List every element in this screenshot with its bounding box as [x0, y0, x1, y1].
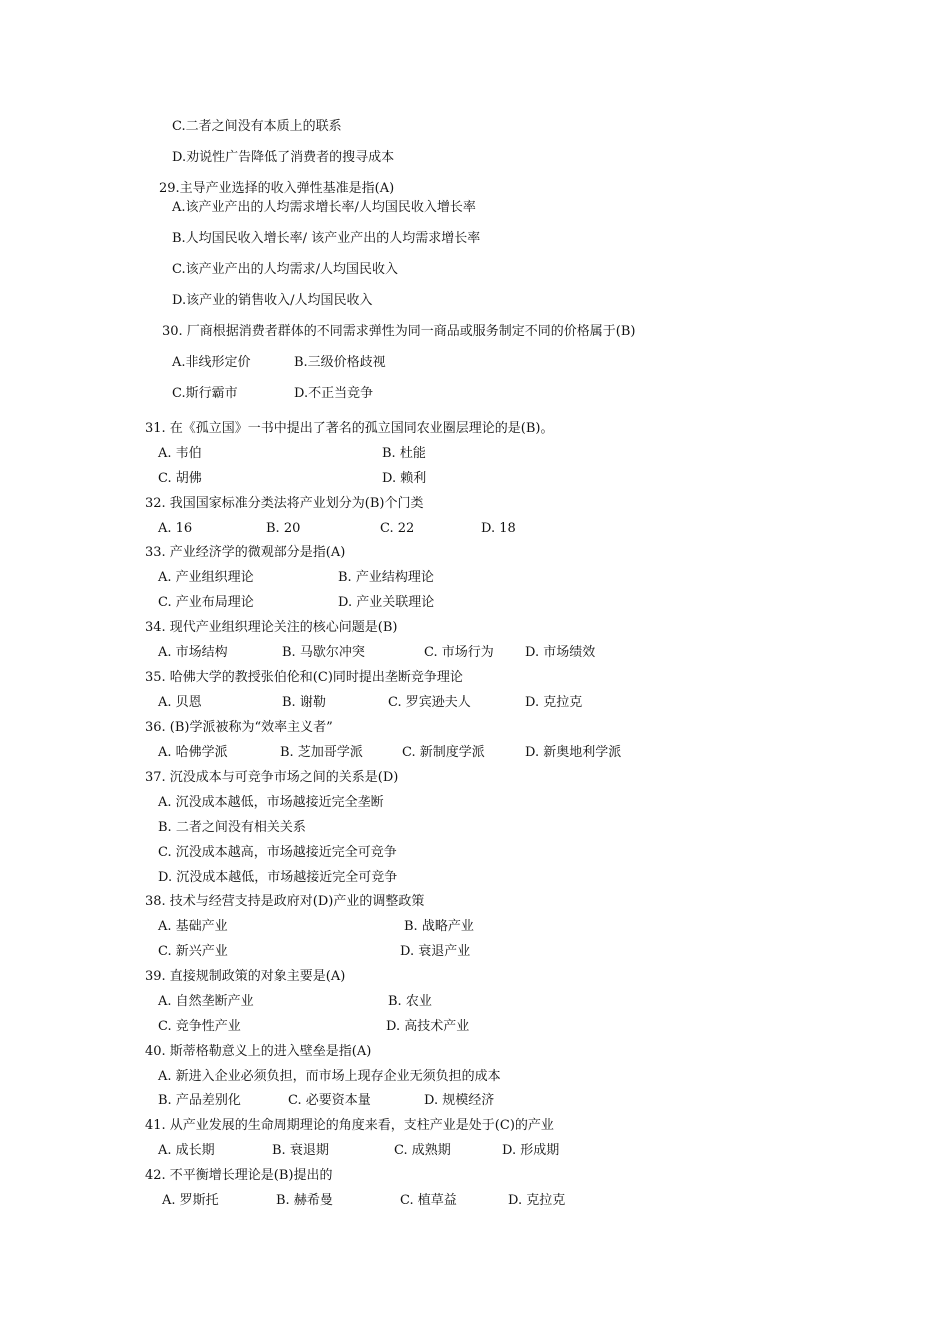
q39-option-a: A. 自然垄断产业 [158, 994, 254, 1009]
q41-stem: 41. 从产业发展的生命周期理论的角度来看，支柱产业是处于(C)的产业 [145, 1118, 554, 1133]
q42-stem: 42. 不平衡增长理论是(B)提出的 [145, 1168, 333, 1183]
q30-stem: 30. 厂商根据消费者群体的不同需求弹性为同一商品或服务制定不同的价格属于(B) [162, 324, 636, 339]
q34-option-d: D. 市场绩效 [525, 645, 596, 660]
q41-option-a: A. 成长期 [158, 1143, 215, 1158]
q42-option-a: A. 罗斯托 [162, 1193, 219, 1208]
q39-option-b: B. 农业 [388, 994, 432, 1009]
q37-stem: 37. 沉没成本与可竞争市场之间的关系是(D) [145, 770, 399, 785]
q32-stem: 32. 我国国家标准分类法将产业划分为(B)个门类 [145, 496, 424, 511]
q39-option-c: C. 竞争性产业 [158, 1019, 241, 1034]
q29-option-a: A.该产业产出的人均需求增长率/人均国民收入增长率 [172, 200, 476, 215]
q33-stem: 33. 产业经济学的微观部分是指(A) [145, 545, 346, 560]
q36-option-d: D. 新奥地利学派 [525, 745, 622, 760]
q32-option-a: A. 16 [158, 521, 193, 536]
q32-option-c: C. 22 [380, 521, 415, 536]
q30-option-c: C.斯行霸市 [172, 386, 238, 401]
q38-option-d: D. 衰退产业 [400, 944, 471, 959]
q42-option-c: C. 植草益 [400, 1193, 457, 1208]
q34-option-c: C. 市场行为 [424, 645, 494, 660]
q29-stem: 29.主导产业选择的收入弹性基准是指(A) [159, 181, 395, 196]
q35-option-c: C. 罗宾逊夫人 [388, 695, 471, 710]
q28-option-d: D.劝说性广告降低了消费者的搜寻成本 [172, 150, 395, 165]
q33-option-d: D. 产业关联理论 [338, 595, 435, 610]
q36-option-a: A. 哈佛学派 [158, 745, 228, 760]
q35-option-d: D. 克拉克 [525, 695, 583, 710]
q40-option-b: B. 产品差别化 [158, 1093, 241, 1108]
q37-option-d: D. 沉没成本越低，市场越接近完全可竞争 [158, 870, 398, 885]
q32-option-b: B. 20 [266, 521, 301, 536]
q29-option-b: B.人均国民收入增长率/ 该产业产出的人均需求增长率 [172, 231, 481, 246]
q31-option-c: C. 胡佛 [158, 471, 202, 486]
q37-option-b: B. 二者之间没有相关关系 [158, 820, 306, 835]
q33-option-c: C. 产业布局理论 [158, 595, 254, 610]
q38-stem: 38. 技术与经营支持是政府对(D)产业的调整政策 [145, 894, 425, 909]
q42-option-d: D. 克拉克 [508, 1193, 566, 1208]
q31-option-b: B. 杜能 [382, 446, 426, 461]
q30-option-b: B.三级价格歧视 [294, 355, 386, 370]
q34-stem: 34. 现代产业组织理论关注的核心问题是(B) [145, 620, 398, 635]
q42-option-b: B. 赫希曼 [276, 1193, 333, 1208]
q35-option-a: A. 贝恩 [158, 695, 202, 710]
q40-option-c: C. 必要资本量 [288, 1093, 371, 1108]
q41-option-c: C. 成熟期 [394, 1143, 451, 1158]
q34-option-a: A. 市场结构 [158, 645, 228, 660]
q31-option-d: D. 赖利 [382, 471, 427, 486]
q41-option-d: D. 形成期 [502, 1143, 560, 1158]
q35-stem: 35. 哈佛大学的教授张伯伦和(C)同时提出垄断竞争理论 [145, 670, 463, 685]
q31-stem: 31. 在《孤立国》一书中提出了著名的孤立国同农业圈层理论的是(B)。 [145, 421, 554, 436]
q32-option-d: D. 18 [481, 521, 516, 536]
q36-option-c: C. 新制度学派 [402, 745, 485, 760]
q33-option-b: B. 产业结构理论 [338, 570, 434, 585]
q31-option-a: A. 韦伯 [158, 446, 202, 461]
q30-option-a: A.非线形定价 [172, 355, 251, 370]
q35-option-b: B. 谢勒 [282, 695, 326, 710]
q39-stem: 39. 直接规制政策的对象主要是(A) [145, 969, 346, 984]
q40-option-d: D. 规模经济 [424, 1093, 495, 1108]
q39-option-d: D. 高技术产业 [386, 1019, 470, 1034]
q34-option-b: B. 马歇尔冲突 [282, 645, 365, 660]
q30-option-d: D.不正当竞争 [294, 386, 374, 401]
q40-option-a: A. 新进入企业必须负担，而市场上现存企业无须负担的成本 [158, 1069, 501, 1084]
q36-option-b: B. 芝加哥学派 [280, 745, 363, 760]
q37-option-c: C. 沉没成本越高，市场越接近完全可竞争 [158, 845, 397, 860]
q38-option-b: B. 战略产业 [404, 919, 474, 934]
q29-option-c: C.该产业产出的人均需求/人均国民收入 [172, 262, 398, 277]
q37-option-a: A. 沉没成本越低，市场越接近完全垄断 [158, 795, 384, 810]
q38-option-a: A. 基础产业 [158, 919, 228, 934]
q38-option-c: C. 新兴产业 [158, 944, 228, 959]
q28-option-c: C.二者之间没有本质上的联系 [172, 119, 342, 134]
q40-stem: 40. 斯蒂格勒意义上的进入壁垒是指(A) [145, 1044, 372, 1059]
q41-option-b: B. 衰退期 [272, 1143, 329, 1158]
q29-option-d: D.该产业的销售收入/人均国民收入 [172, 293, 373, 308]
q36-stem: 36. (B)学派被称为“效率主义者” [145, 720, 333, 735]
q33-option-a: A. 产业组织理论 [158, 570, 254, 585]
